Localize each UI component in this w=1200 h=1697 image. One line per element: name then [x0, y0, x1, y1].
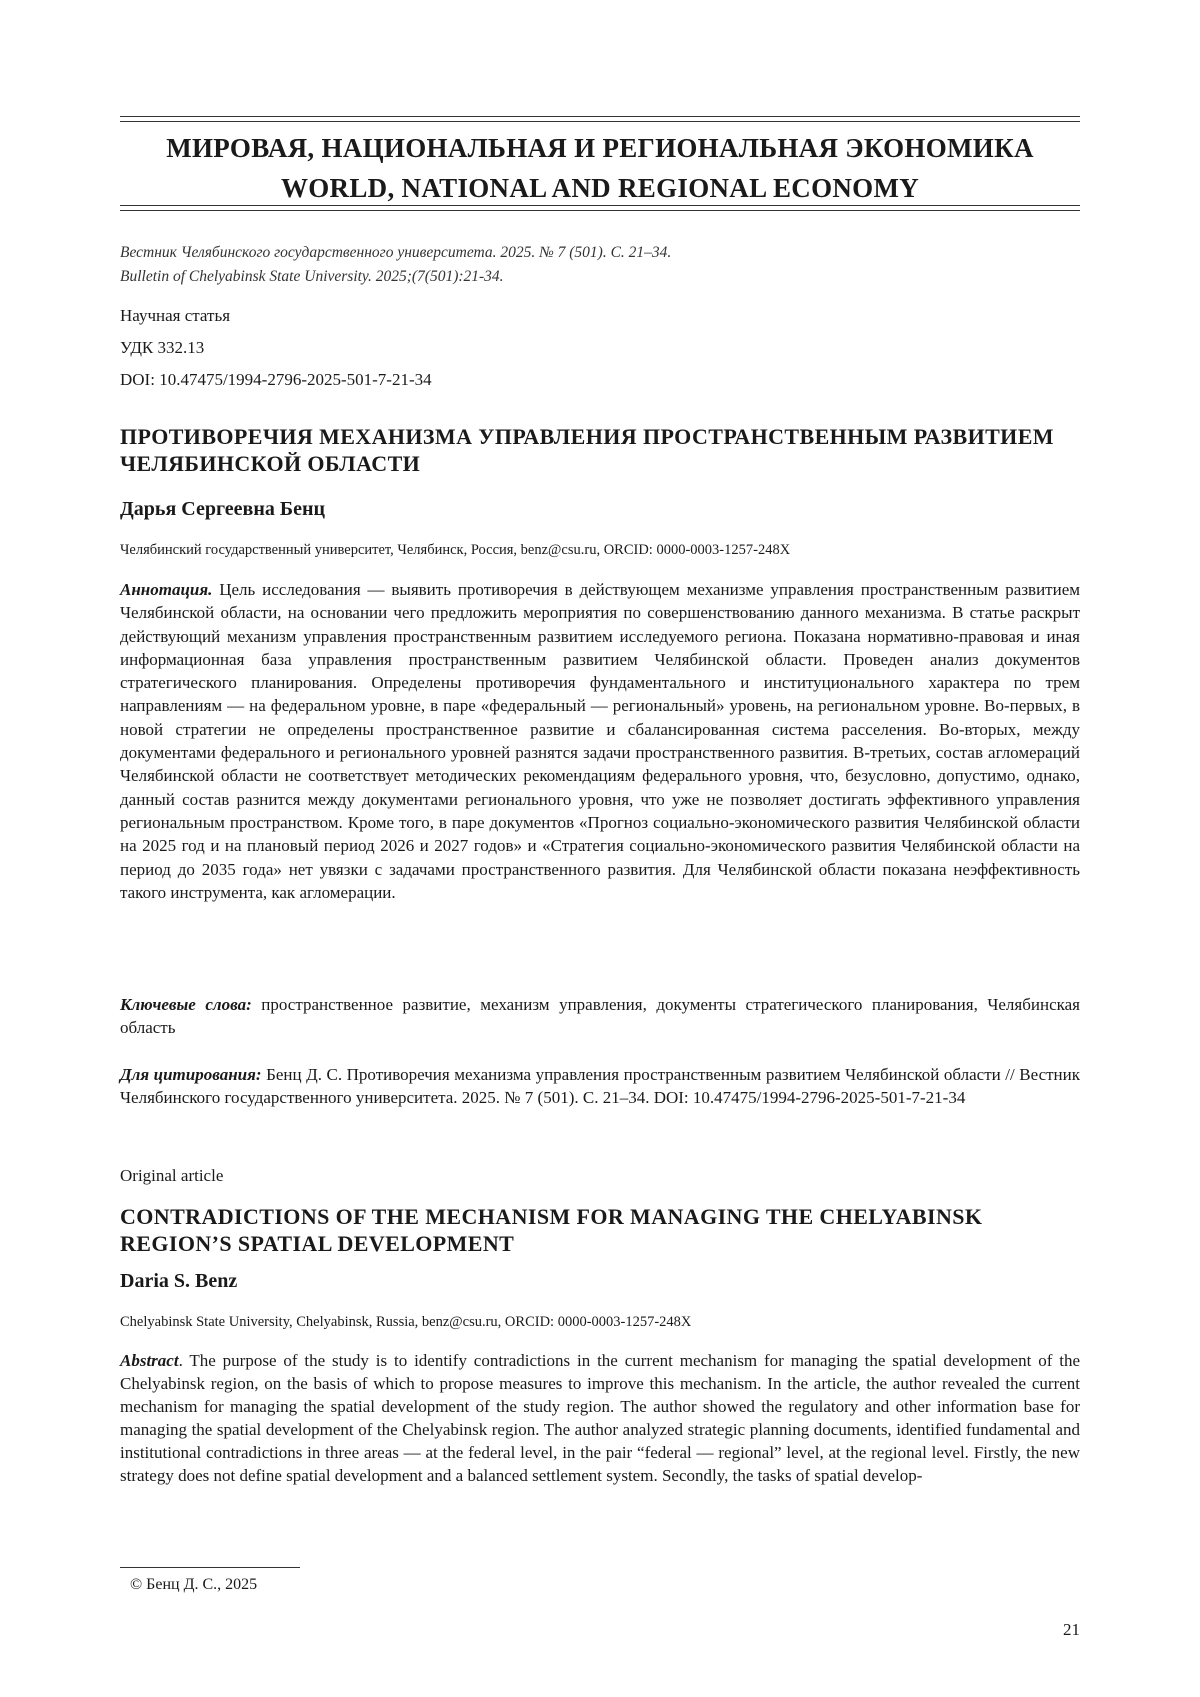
keywords-label-ru: Ключевые слова: — [120, 995, 252, 1014]
keywords-ru — [120, 993, 1080, 1040]
abstract-en — [120, 1349, 1080, 1487]
copyright-footnote: © Бенц Д. С., 2025 — [130, 1576, 258, 1593]
article-title-ru: ПРОТИВОРЕЧИЯ МЕХАНИЗМА УПРАВЛЕНИЯ ПРОСТРАНСТВЕННЫМ РАЗВИТИЕМ ЧЕЛЯБИНСКОЙ ОБЛАСТИ — [120, 424, 1054, 476]
citation-text-ru: Бенц Д. С. Противоречия механизма управления пространственным развитием Челябинской области // Вестник Челябинского государственного университета. 2025. № 7 (501). С. 21–34. DOI: 10.47475/1994-2796-2025-501-7-21-34 — [120, 1065, 1081, 1108]
affiliation-ru: Челябинский государственный университет, Челябинск, Россия, benz@csu.ru, ORCID: 0000-0003-1257-248X — [120, 542, 791, 558]
section-title-ru: МИРОВАЯ, НАЦИОНАЛЬНАЯ И РЕГИОНАЛЬНАЯ ЭКОНОМИКА — [166, 133, 1034, 163]
article-title-en: CONTRADICTIONS OF THE MECHANISM FOR MANAGING THE CHELYABINSK REGION’S SPATIAL DEVELOPMENT — [120, 1204, 983, 1256]
abstract-label-en: Abstract — [120, 1351, 179, 1370]
abstract-text-ru: Цель исследования — выявить противоречия в действующем механизме управления пространственным развитием Челябинской области, на основании чего предложить мероприятия по совершенствованию данного механизма. В статье раскрыт действующий механизм управления пространственным развитием исследуемого региона. Показана нормативно-правовая и иная информационная база управления пространственным развитием Челябинской области. Проведен анализ документов стратегического планирования. Определены противоречия фундаментального и институционального характера по трем направлениям — на федеральном уровне, в паре «федеральный — региональный» уровень, на региональном уровне. Во-первых, в новой стратегии не определены пространственное развитие и сбалансированная система расселения. Во-вторых, между документами федерального и регионального уровней разнятся задачи пространственного развития. В-третьих, состав агломераций Челябинской области не соответствует методических рекомендациям федерального уровня, что, безусловно, допустимо, однако, данный состав разнится между документами регионального уровня, что уже не позволяет достигать эффективного управления региональным пространством. Кроме того, в паре документов «Прогноз социально-экономического развития Челябинской области на 2025 год и на плановый период 2026 и 2027 годов» и «Стратегия социально-экономического развития Челябинской области на период до 2035 года» нет увязки с задачами пространственного развития. Для Челябинской области показана неэффективность такого инструмента, как агломерации. — [120, 580, 1080, 902]
doi: DOI: 10.47475/1994-2796-2025-501-7-21-34 — [120, 370, 432, 389]
abstract-ru — [120, 578, 1080, 904]
footnote-rule — [120, 1567, 300, 1568]
abstract-text-en: . The purpose of the study is to identify contradictions in the current mechanism for managing the spatial development of the Chelyabinsk region, on the basis of which to propose measures to improve this mechanism. In the article, the author revealed the current mechanism for managing the spatial development of the study region. The author showed the regulatory and other information base for managing the spatial development of the Chelyabinsk region. The author analyzed strategic planning documents, identified fundamental and institutional contradictions in three areas — at the federal level, in the pair “federal — regional” level, at the regional level. Firstly, the new strategy does not define spatial development and a balanced settlement system. Secondly, the tasks of spatial develop- — [120, 1351, 1080, 1485]
header-rule — [120, 205, 1080, 206]
header-top-rules — [120, 116, 1080, 122]
citation-label-ru: Для цитирования: — [120, 1065, 262, 1084]
header-bottom-rules — [120, 205, 1080, 211]
citation-ru — [120, 1063, 1080, 1110]
page-number: 21 — [1063, 1620, 1080, 1639]
header-rule — [120, 116, 1080, 117]
keywords-text-ru: пространственное развитие, механизм управления, документы стратегического планирования, Челябинская область — [120, 995, 1080, 1038]
article-type-en: Original article — [120, 1166, 224, 1185]
journal-citation-ru: Вестник Челябинского государственного университета. 2025. № 7 (501). С. 21–34. — [120, 244, 672, 261]
abstract-label-ru: Аннотация. — [120, 580, 213, 599]
section-title-en: WORLD, NATIONAL AND REGIONAL ECONOMY — [280, 173, 920, 203]
header-rule — [120, 210, 1080, 211]
author-name-ru: Дарья Сергеевна Бенц — [120, 498, 326, 520]
header-rule — [120, 121, 1080, 122]
article-type-ru: Научная статья — [120, 306, 231, 325]
journal-citation-en: Bulletin of Chelyabinsk State University. 2025;(7(501):21-34. — [120, 268, 504, 285]
author-name-en: Daria S. Benz — [120, 1270, 238, 1292]
udc-code: УДК 332.13 — [120, 338, 205, 357]
affiliation-en: Chelyabinsk State University, Chelyabinsk, Russia, benz@csu.ru, ORCID: 0000-0003-1257-248X — [120, 1314, 692, 1330]
